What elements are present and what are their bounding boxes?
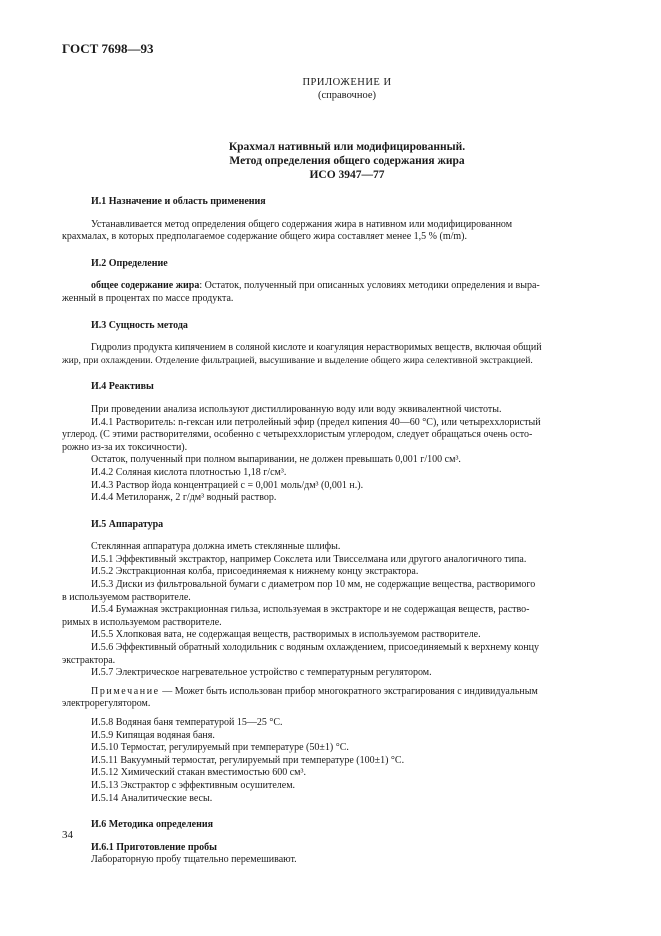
list-item: И.4.1 Растворитель: n-гексан или петролейный эфир (предел кипения 40—60 °С), или четыреххлористый — [91, 416, 541, 428]
document-title — [62, 140, 632, 182]
section-heading: И.2 Определение — [91, 257, 168, 269]
definition-term: общее содержание жира — [91, 280, 200, 292]
list-item: И.5.3 Диски из фильтровальной бумаги с диаметром пор 10 мм, не содержащие вещества, растворимого — [91, 579, 536, 591]
paragraph-line: жир, при охлаждении. Отделение фильтрацией, высушивание и выделение общего жира селективной экстракцией. — [62, 354, 533, 366]
list-item: И.4.4 Метилоранж, 2 г/дм³ водный раствор. — [91, 492, 277, 504]
list-item: И.5.9 Кипящая водяная баня. — [91, 729, 215, 741]
paragraph-line: При проведении анализа используют дистиллированную воду или воду эквивалентной чистоты. — [91, 403, 502, 415]
title-line-3: ИСО 3947—77 — [309, 169, 385, 181]
appendix-title: ПРИЛОЖЕНИЕ И — [302, 77, 392, 88]
paragraph-line: крахмалах, в которых предполагаемое содержание общего жира составляет менее 1,5 % (m/m). — [62, 231, 467, 243]
paragraph-line: в используемом растворителе. — [62, 591, 191, 603]
section-heading: И.6 Методика определения — [91, 819, 214, 831]
subsection-heading: И.6.1 Приготовление пробы — [91, 841, 217, 853]
paragraph-line: экстрактора. — [62, 654, 116, 666]
list-item: И.5.6 Эффективный обратный холодильник с водяным охлаждением, присоединяемый к верхнему концу — [91, 642, 539, 654]
list-item: И.4.3 Раствор йода концентрацией c = 0,001 моль/дм³ (0,001 н.). — [91, 479, 364, 491]
title-line-2: Метод определения общего содержания жира — [229, 155, 465, 167]
paragraph-line: Гидролиз продукта кипячением в соляной кислоте и коагуляция нерастворимых веществ, включая общий — [91, 342, 542, 354]
section-heading: И.1 Назначение и область применения — [91, 196, 266, 207]
list-item: И.5.1 Эффективный экстрактор, например Сокслета или Твисселмана или другого аналогичного типа. — [91, 553, 527, 565]
appendix-subtitle: (справочное) — [318, 90, 376, 101]
document-code: ГОСТ 7698—93 — [62, 41, 154, 56]
paragraph-line: Остаток, полученный при полном выпаривании, не должен превышать 0,001 г/100 см³. — [91, 454, 461, 466]
paragraph-line: рожно из-за их токсичности). — [62, 441, 188, 453]
list-item: И.5.10 Термостат, регулируемый при температуре (50±1) °С. — [91, 742, 349, 754]
list-item: И.5.2 Экстракционная колба, присоединяемая к нижнему концу экстрактора. — [91, 566, 419, 578]
paragraph-line: Лабораторную пробу тщательно перемешивают. — [91, 854, 297, 866]
list-item: И.5.7 Электрическое нагревательное устройство с температурным регулятором. — [91, 667, 432, 679]
list-item: И.5.14 Аналитические весы. — [91, 792, 213, 804]
list-item: И.5.12 Химический стакан вместимостью 600 см³. — [91, 767, 306, 779]
paragraph-line: римых в используемом растворителе. — [62, 616, 222, 628]
title-line-1: Крахмал нативный или модифицированный. — [228, 141, 466, 153]
list-item: И.4.2 Соляная кислота плотностью 1,18 г/см³. — [91, 466, 287, 478]
page-number: 34 — [62, 829, 73, 841]
list-item: И.5.13 Экстрактор с эффективным осушителем. — [91, 779, 296, 791]
note-label: Примечание — [91, 685, 160, 697]
paragraph-line: углерод. (С этими растворителями, особенно с четыреххлористым углеродом, следует обращаться очень осто- — [62, 429, 533, 441]
section-heading: И.3 Сущность метода — [91, 319, 188, 331]
section-heading: И.5 Аппаратура — [91, 518, 164, 530]
list-item: И.5.4 Бумажная экстракционная гильза, используемая в экстракторе и не содержащая веществ, раство- — [91, 604, 530, 616]
definition-text: : Остаток, полученный при описанных условиях методики определения и выра- — [199, 280, 540, 292]
list-item: И.5.11 Вакуумный термостат, регулируемый при температуре (100±1) °С. — [91, 754, 405, 766]
list-item: И.5.8 Водяная баня температурой 15—25 °С. — [91, 717, 283, 728]
paragraph-line: Стеклянная аппаратура должна иметь стеклянные шлифы. — [91, 541, 341, 553]
list-item: И.5.5 Хлопковая вата, не содержащая веществ, растворимых в используемом растворителе. — [91, 629, 481, 641]
paragraph-line: женный в процентах по массе продукта. — [62, 292, 234, 304]
paragraph-line: электрорегулятором. — [62, 698, 151, 710]
paragraph-line: Устанавливается метод определения общего содержания жира в нативном или модифицированном — [91, 218, 513, 230]
definition-line — [91, 280, 601, 293]
note-line — [91, 686, 601, 699]
note-text: — Может быть использован прибор многократного экстрагирования с индивидуальным — [159, 685, 538, 697]
section-heading: И.4 Реактивы — [91, 381, 154, 393]
